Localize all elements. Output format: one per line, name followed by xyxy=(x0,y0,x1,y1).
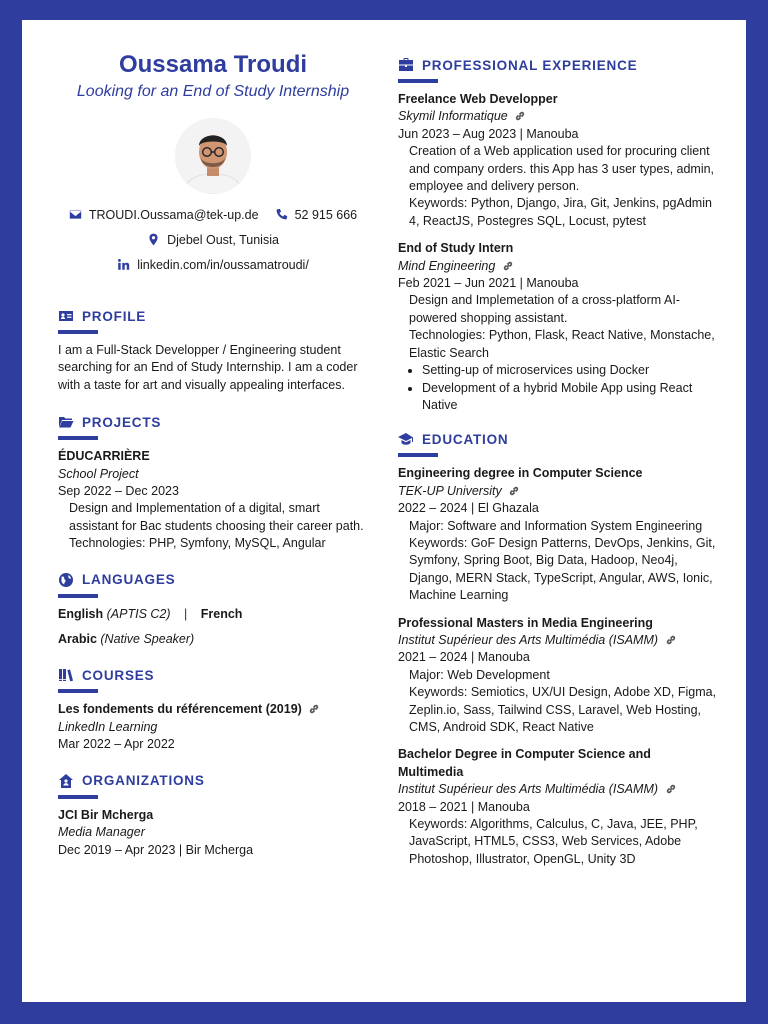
section-divider xyxy=(58,594,98,598)
language-name: Arabic xyxy=(58,632,97,647)
profile-section xyxy=(58,307,368,394)
education-item xyxy=(398,465,718,604)
courses-section xyxy=(58,666,368,753)
experience-date: Jun 2023 – Aug 2023 | Manouba xyxy=(398,126,579,141)
profile-heading xyxy=(58,307,368,325)
languages-section xyxy=(58,571,368,649)
section-divider xyxy=(398,453,438,457)
education-major: Major: Software and Information System Engineering xyxy=(409,518,703,533)
link-icon[interactable] xyxy=(666,782,676,792)
organizations-title: ORGANIZATIONS xyxy=(82,773,205,789)
link-icon[interactable] xyxy=(666,633,676,643)
education-school[interactable] xyxy=(398,781,718,798)
education-degree: Professional Masters in Media Engineering xyxy=(398,615,653,630)
profile-text: I am a Full-Stack Developper / Engineering student searching for an End of Study Internship. I am a coder with a taste for art and visually appealing interfaces. xyxy=(58,343,358,392)
language-name: French xyxy=(200,606,243,621)
education-major: Major: Web Development xyxy=(409,667,550,682)
link-icon[interactable] xyxy=(309,702,319,712)
experience-title: PROFESSIONAL EXPERIENCE xyxy=(422,57,638,73)
resume-page xyxy=(22,20,746,1002)
folder-open-icon xyxy=(58,414,74,430)
language-name: English xyxy=(58,606,104,621)
house-user-icon xyxy=(58,773,74,789)
books-icon xyxy=(58,667,74,683)
project-technologies: Technologies: PHP, Symfony, MySQL, Angular xyxy=(69,536,326,551)
project-subtitle: School Project xyxy=(58,466,139,481)
location-contact xyxy=(147,233,279,247)
project-name: ÉDUCARRIÈRE xyxy=(58,449,150,464)
bullet-item: • Setting-up of microservices using Docker xyxy=(422,362,718,379)
language-row xyxy=(58,606,368,623)
company-name: Mind Engineering xyxy=(398,258,496,273)
education-date: 2021 – 2024 | Manouba xyxy=(398,650,530,665)
link-icon[interactable] xyxy=(503,259,513,269)
experience-technologies: Technologies: Python, Flask, React Native, Monstache, Elastic Search xyxy=(409,328,715,360)
course-provider: LinkedIn Learning xyxy=(58,719,158,734)
linkedin-text: linkedin.com/in/oussamatroudi/ xyxy=(137,257,309,272)
languages-title: LANGUAGES xyxy=(82,572,176,588)
experience-date: Feb 2021 – Jun 2021 | Manouba xyxy=(398,276,579,291)
projects-heading xyxy=(58,413,368,431)
right-column xyxy=(398,56,718,878)
organization-date: Dec 2019 – Apr 2023 | Bir Mcherga xyxy=(58,842,254,857)
map-pin-icon xyxy=(147,233,160,246)
education-keywords: Keywords: Semiotics, UX/UI Design, Adobe XD, Figma, Zeplin.io, Sass, Tailwind CSS, Laravel, Web Hosting, CMS, Android SDK, React Native xyxy=(409,685,717,734)
projects-title: PROJECTS xyxy=(82,414,162,430)
project-date: Sep 2022 – Dec 2023 xyxy=(58,484,179,499)
education-keywords: Keywords: GoF Design Patterns, DevOps, Jenkins, Git, Symfony, Spring Boot, Big Data, Hadoop, Neo4j, Django, MERN Stack, TypeScript, Angular, AWS, Ionic, Machine Learning xyxy=(409,535,716,603)
section-divider xyxy=(58,689,98,693)
education-date: 2018 – 2021 | Manouba xyxy=(398,799,530,814)
graduation-cap-icon xyxy=(398,431,414,447)
language-row xyxy=(58,631,368,648)
courses-heading xyxy=(58,666,368,684)
experience-item xyxy=(398,91,718,230)
phone-contact[interactable] xyxy=(275,208,358,222)
organizations-heading xyxy=(58,772,368,790)
section-divider xyxy=(398,79,438,83)
location-text: Djebel Oust, Tunisia xyxy=(167,232,279,247)
tagline: Looking for an End of Study Internship xyxy=(76,83,350,100)
experience-keywords: Keywords: Python, Django, Jira, Git, Jenkins, pgAdmin 4, ReactJS, Postegres SQL, Locust, pytest xyxy=(409,196,712,228)
education-degree: Bachelor Degree in Computer Science and Multimedia xyxy=(398,747,651,779)
organization-role: Media Manager xyxy=(58,825,145,840)
company-name: Skymil Informatique xyxy=(398,109,508,124)
education-item xyxy=(398,615,718,737)
experience-description: Creation of a Web application used for procuring client and company orders. this App has 3 user types, admin, employee and delivery person. xyxy=(409,144,715,194)
email-text: TROUDI.Oussama@tek-up.de xyxy=(88,207,259,222)
link-icon[interactable] xyxy=(515,109,525,119)
education-heading xyxy=(398,430,718,448)
language-level: (APTIS C2) xyxy=(106,606,171,621)
organization-item xyxy=(58,807,368,859)
education-degree: Engineering degree in Computer Science xyxy=(398,466,643,481)
education-keywords: Keywords: Algorithms, Calculus, C, Java, JEE, PHP, JavaScript, HTML5, CSS3, Web Services, Adobe Photoshop, Illustrator, OpenGL, Unity 3D xyxy=(409,817,698,866)
separator: | xyxy=(184,606,188,621)
globe-icon xyxy=(58,572,74,588)
language-level: (Native Speaker) xyxy=(100,632,195,647)
organization-name: JCI Bir Mcherga xyxy=(58,807,154,822)
experience-role: Freelance Web Developper xyxy=(398,92,558,106)
school-name: TEK-UP University xyxy=(398,483,502,498)
section-divider xyxy=(58,330,98,334)
bullet-item: • Development of a hybrid Mobile App using React Native xyxy=(422,380,718,415)
course-item xyxy=(58,701,368,753)
course-name[interactable] xyxy=(58,701,368,718)
education-title: EDUCATION xyxy=(422,431,509,447)
education-section xyxy=(398,430,718,868)
school-name: Institut Supérieur des Arts Multimédia (ISAMM) xyxy=(398,782,659,797)
link-icon[interactable] xyxy=(509,484,519,494)
candidate-name: Oussama Troudi xyxy=(118,51,308,78)
education-item xyxy=(398,746,718,868)
linkedin-contact[interactable] xyxy=(117,258,309,272)
envelope-icon xyxy=(69,208,82,221)
school-name: Institut Supérieur des Arts Multimédia (ISAMM) xyxy=(398,632,659,647)
course-date: Mar 2022 – Apr 2022 xyxy=(58,737,175,752)
project-item xyxy=(58,448,368,552)
education-date: 2022 – 2024 | El Ghazala xyxy=(398,501,539,516)
phone-text: 52 915 666 xyxy=(294,207,358,222)
section-divider xyxy=(58,795,98,799)
education-school[interactable] xyxy=(398,632,718,649)
course-name-text: Les fondements du référencement (2019) xyxy=(58,702,302,717)
experience-role: End of Study Intern xyxy=(398,241,514,256)
languages-heading xyxy=(58,571,368,589)
linkedin-icon xyxy=(117,258,130,271)
experience-company[interactable] xyxy=(398,258,718,275)
contact-info xyxy=(58,202,368,277)
experience-company[interactable] xyxy=(398,108,718,125)
email-contact[interactable] xyxy=(69,208,259,222)
courses-title: COURSES xyxy=(82,667,155,683)
organizations-section xyxy=(58,772,368,859)
id-card-icon xyxy=(58,308,74,324)
education-school[interactable] xyxy=(398,483,718,500)
profile-photo xyxy=(175,118,251,194)
projects-section xyxy=(58,413,368,552)
left-column xyxy=(58,50,368,869)
phone-icon xyxy=(275,208,288,221)
experience-bullets xyxy=(398,362,718,414)
experience-heading xyxy=(398,56,718,74)
experience-description: Design and Implemetation of a cross-platform AI-powered shopping assistant. xyxy=(409,293,680,325)
experience-item xyxy=(398,240,718,414)
briefcase-icon xyxy=(398,57,414,73)
experience-section xyxy=(398,56,718,414)
profile-title: PROFILE xyxy=(82,308,147,324)
project-description: Design and Implementation of a digital, smart assistant for Bac students choosing their career path. xyxy=(69,501,364,533)
section-divider xyxy=(58,436,98,440)
